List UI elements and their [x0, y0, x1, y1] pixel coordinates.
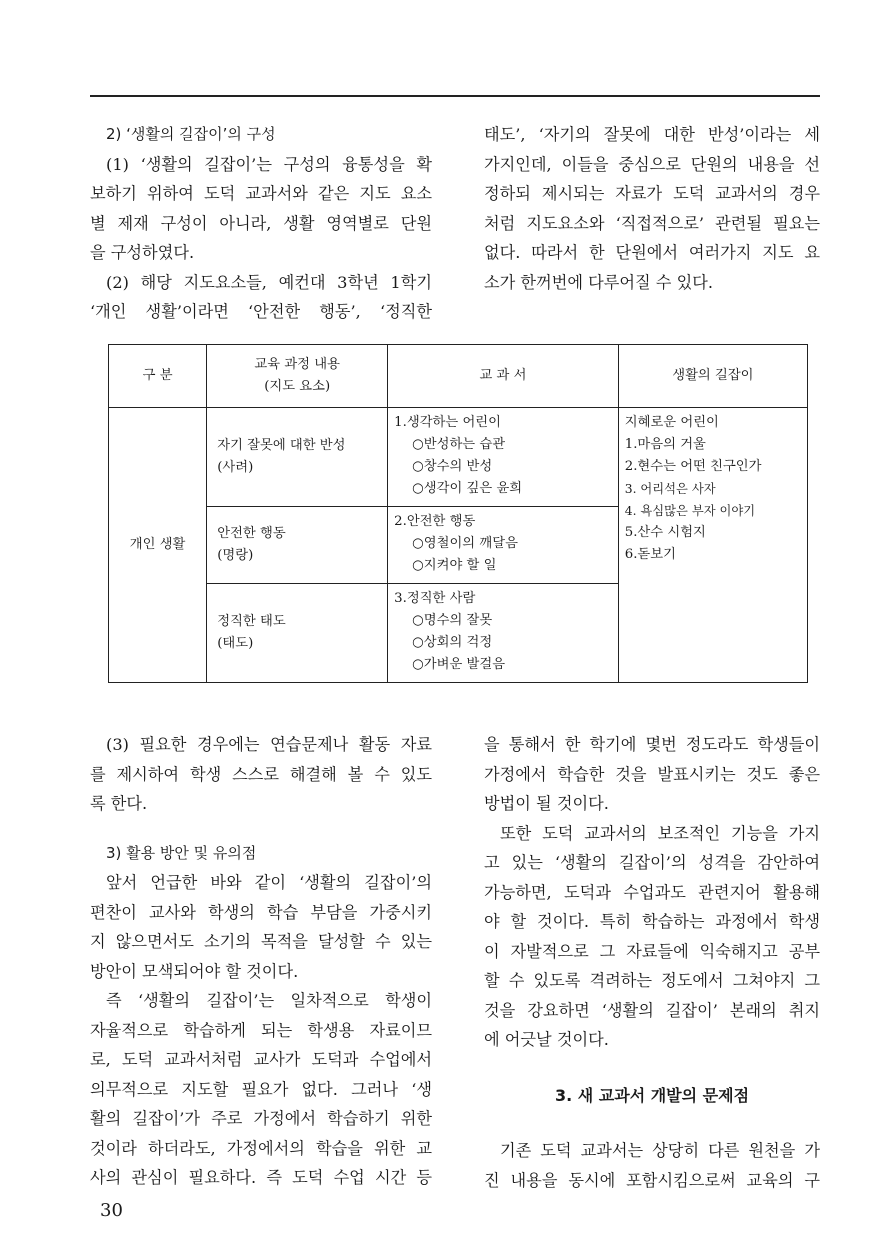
text-line: 사의 관심이 필요하다. 즉 도덕 수업 시간 등 [90, 1168, 432, 1187]
header-textbook: 교 과 서 [388, 345, 619, 408]
header-life-guide: 생활의 길잡이 [618, 345, 807, 408]
curriculum-table [108, 344, 808, 683]
text-line: 을 구성하였다. [90, 243, 195, 262]
text-line: 가정에서 학습한 것을 발표시키는 것도 좋은 [484, 764, 820, 784]
header-curriculum: 교육 과정 내용 (지도 요소) [207, 345, 388, 408]
column-1 [90, 120, 432, 327]
text-line: 야 할 것이다. 특히 학습하는 과정에서 학생 [484, 912, 820, 931]
text-line: 록 한다. [90, 794, 148, 813]
text-line: (2) 해당 지도요소들, 예컨대 3학년 1학기 [106, 272, 432, 292]
text-line: 처럼 지도요소와 ‘직접적으로’ 관련될 필요는 [484, 213, 820, 233]
text-line: 소가 한꺼번에 다루어질 수 있다. [484, 272, 714, 292]
text-line: 활의 길잡이’가 주로 가정에서 학습하기 위한 [90, 1109, 432, 1128]
page-number: 30 [100, 1200, 123, 1221]
textbook-cell: 3.정직한 사람 ○명수의 잘못 ○상회의 걱정 ○가벼운 발걸음 [388, 584, 619, 683]
text-line: 고 있는 ‘생활의 길잡이’의 성격을 감안하여 [484, 853, 820, 872]
text-line: 것이라 하더라도, 가정에서의 학습을 위한 교 [90, 1138, 432, 1158]
text-line: 편찬이 교사와 학생의 학습 부담을 가중시키 [90, 902, 432, 922]
text-line: 태도’, ‘자기의 잘못에 대한 반성’이라는 세 [484, 125, 820, 144]
text-line: ‘개인 생활’이라면 ‘안전한 행동’, ‘정직한 [90, 302, 432, 321]
text-line: 가지인데, 이들을 중심으로 단원의 내용을 선 [484, 154, 820, 174]
text-line: 정하되 제시되는 자료가 도덕 교과서의 경우 [484, 184, 820, 203]
text-line: 진 내용을 동시에 포함시킴으로써 교육의 구 [484, 1170, 820, 1190]
section-heading: 3. 새 교과서 개발의 문제점 [554, 1085, 750, 1105]
text-line: 할 수 있도록 격려하는 정도에서 그쳐야지 그 [484, 971, 820, 990]
top-rule [90, 95, 820, 97]
text-line: 을 통해서 한 학기에 몇번 정도라도 학생들이 [484, 735, 820, 754]
text-line: 기존 도덕 교과서는 상당히 다른 원천을 가 [500, 1141, 820, 1160]
header-category: 구 분 [109, 345, 207, 408]
text-line: 에 어긋날 것이다. [484, 1030, 609, 1049]
subsection-heading: 3) 활용 방안 및 유의점 [106, 843, 257, 862]
text-line: 의무적으로 지도할 필요가 없다. 그러나 ‘생 [90, 1079, 432, 1099]
text-line: 자율적으로 학습하게 되는 학생용 자료이므 [90, 1020, 432, 1040]
text-line: 방안이 모색되어야 할 것이다. [90, 961, 299, 981]
text-line: (1) ‘생활의 길잡이’는 구성의 융통성을 확 [106, 154, 432, 174]
text-line: 를 제시하여 학생 스스로 해결해 볼 수 있도 [90, 764, 432, 784]
text-line: 보하기 위하여 도덕 교과서와 같은 지도 요소 [90, 184, 432, 203]
element-cell: 안전한 행동 (명랑) [207, 507, 388, 584]
textbook-cell: 1.생각하는 어린이 ○반성하는 습관 ○창수의 반성 ○생각이 깊은 윤희 [388, 408, 619, 507]
text-line: 것을 강요하면 ‘생활의 길잡이’ 본래의 취지 [484, 1000, 820, 1020]
subsection-heading: 2) ‘생활의 길잡이’의 구성 [106, 125, 276, 143]
column-2 [484, 120, 820, 297]
textbook-cell: 2.안전한 행동 ○영철이의 깨달음 ○지켜야 할 일 [388, 507, 619, 584]
column-4 [484, 730, 820, 1195]
table-header-row [109, 345, 808, 408]
text-line: 별 제재 구성이 아니라, 생활 영역별로 단원 [90, 213, 432, 233]
text-line: 즉 ‘생활의 길잡이’는 일차적으로 학생이 [106, 991, 432, 1010]
text-line: 이 자발적으로 그 자료들에 익숙해지고 공부 [484, 941, 820, 961]
text-line: 지 않으면서도 소기의 목적을 달성할 수 있는 [90, 932, 432, 951]
life-guide-cell: 지혜로운 어린이 1.마음의 거울 2.현수는 어떤 친구인가 3. 어리석은 사자 4. 욕심많은 부자 이야기 5.산수 시험지 6.돋보기 [618, 408, 807, 683]
element-cell: 자기 잘못에 대한 반성 (사려) [207, 408, 388, 507]
text-line: (3) 필요한 경우에는 연습문제나 활동 자료 [106, 735, 432, 754]
text-line: 없다. 따라서 한 단원에서 여러가지 지도 요 [484, 243, 820, 262]
area-cell: 개인 생활 [109, 408, 207, 683]
text-line: 로, 도덕 교과서처럼 교사가 도덕과 수업에서 [90, 1050, 432, 1069]
table-row [109, 408, 808, 507]
text-line: 앞서 언급한 바와 같이 ‘생활의 길잡이’의 [106, 873, 432, 892]
text-line: 가능하면, 도덕과 수업과도 관련지어 활용해 [484, 882, 820, 902]
column-3 [90, 730, 432, 1193]
text-line: 방법이 될 것이다. [484, 794, 609, 813]
element-cell: 정직한 태도 (태도) [207, 584, 388, 683]
text-line: 또한 도덕 교과서의 보조적인 기능을 가지 [500, 823, 820, 843]
